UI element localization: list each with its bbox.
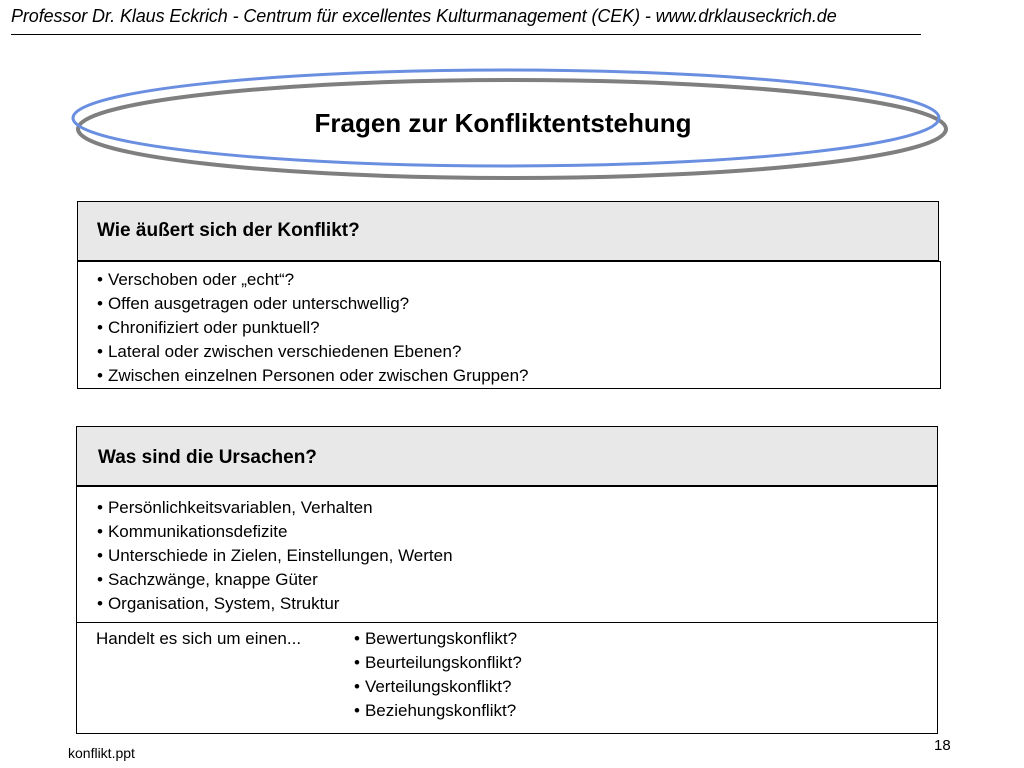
list-item: • Chronifiziert oder punktuell? [97,316,940,340]
section-2-heading-box [76,426,938,486]
section-3-label: Handelt es sich um einen... [96,629,302,648]
list-item: • Bewertungskonflikt? [354,627,522,651]
list-item: • Beurteilungskonflikt? [354,651,522,675]
section-1-heading: Wie äußert sich der Konflikt? [78,202,938,260]
list-item: • Verschoben oder „echt“? [97,268,940,292]
list-item: • Unterschiede in Zielen, Einstellungen, Werten [97,544,937,568]
list-item: • Persönlichkeitsvariablen, Verhalten [97,496,937,520]
section-1-heading-box [77,201,939,261]
page-number: 18 [934,737,951,754]
section-3-box [76,622,938,734]
list-item: • Beziehungskonflikt? [354,699,522,723]
list-item: • Verteilungskonflikt? [354,675,522,699]
header-text: Professor Dr. Klaus Eckrich - Centrum für excellentes Kulturmanagement (CEK) - www.drklauseckrich.de [11,6,837,26]
list-item: • Kommunikationsdefizite [97,520,937,544]
footer-filename: konflikt.ppt [68,745,135,761]
list-item: • Sachzwänge, knappe Güter [97,568,937,592]
list-item: • Organisation, System, Struktur [97,592,937,616]
section-2-heading: Was sind die Ursachen? [77,427,937,485]
header-divider [11,34,921,35]
list-item: • Offen ausgetragen oder unterschwellig? [97,292,940,316]
list-item: • Lateral oder zwischen verschiedenen Ebenen? [97,340,940,364]
section-3-list [354,627,522,723]
list-item: • Zwischen einzelnen Personen oder zwischen Gruppen? [97,364,940,388]
section-2-list [97,496,937,616]
section-1-content-box [77,261,941,389]
section-1-list [97,268,940,388]
slide-title: Fragen zur Konfliktentstehung [314,108,692,138]
section-2-content-box [76,486,938,623]
